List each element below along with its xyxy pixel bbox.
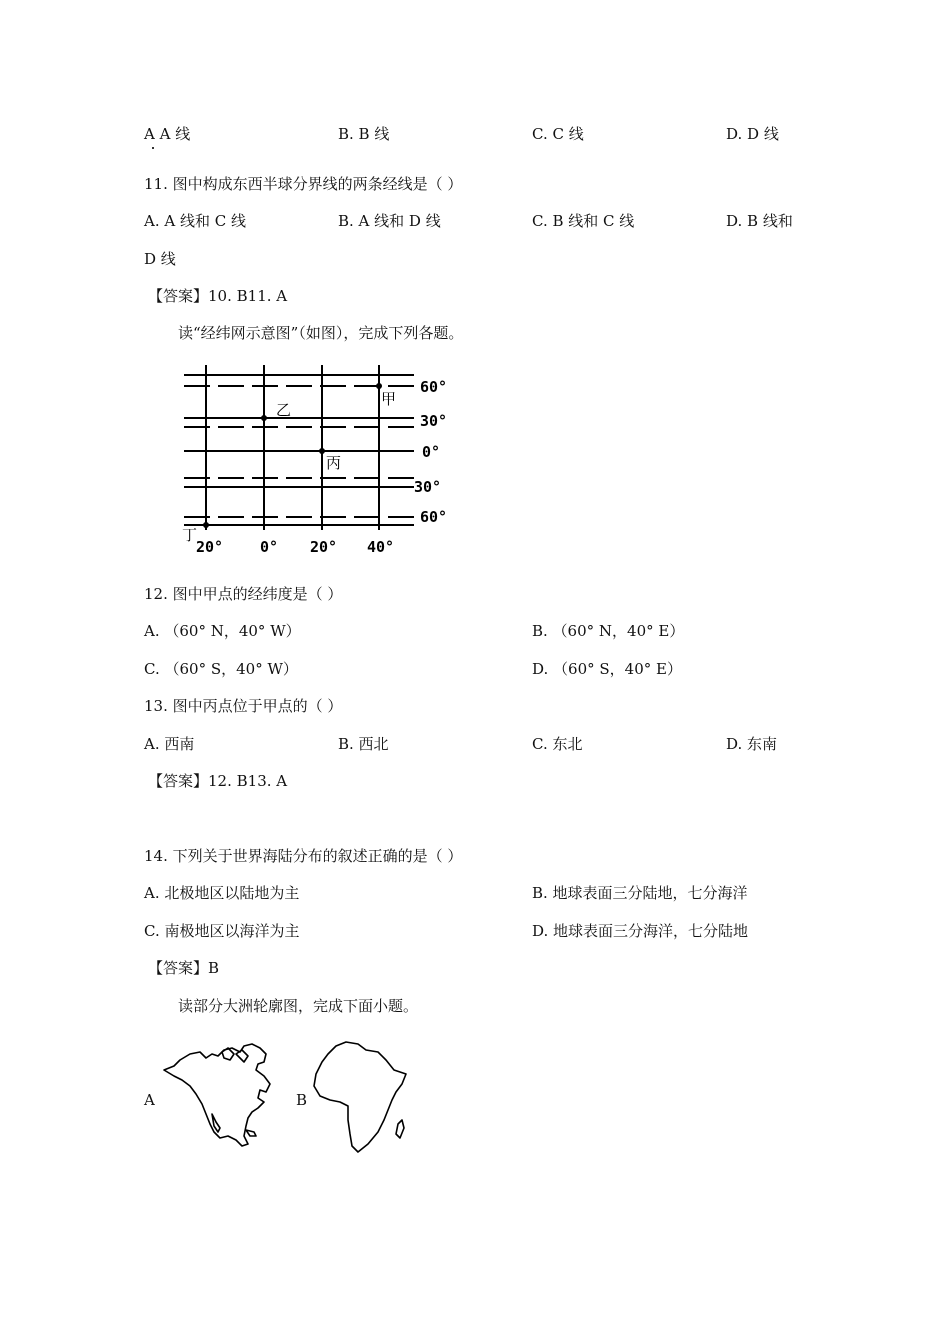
- continent-label-b: B: [296, 1091, 308, 1109]
- point-jia: [376, 383, 382, 389]
- graticule-figure: [176, 360, 466, 560]
- q14-option-b: B. 地球表面三分陆地，七分海洋: [532, 884, 748, 902]
- q10-option-c: C. C 线: [532, 125, 584, 143]
- q12-option-d: D. （60° S，40° E）: [532, 660, 682, 678]
- lon-label-0: 0°: [260, 538, 279, 556]
- q11-option-d: D. B 线和: [726, 212, 793, 230]
- q13-stem: 13. 图中丙点位于甲点的（ ）: [144, 697, 343, 715]
- continent-label-a: A: [144, 1091, 155, 1109]
- lon-label-20w: 20°: [196, 538, 224, 556]
- q13-option-d: D. 东南: [726, 735, 778, 753]
- lat-label-30s: 30°: [414, 478, 442, 496]
- q14-option-d: D. 地球表面三分海洋，七分陆地: [532, 922, 749, 940]
- q14-option-c: C. 南极地区以海洋为主: [144, 922, 300, 940]
- lat-label-60s: 60°: [420, 508, 448, 526]
- q11-stem: 11. 图中构成东西半球分界线的两条经线是（ ）: [144, 175, 463, 193]
- q13-option-a: A. 西南: [144, 735, 195, 753]
- lon-label-20e: 20°: [310, 538, 338, 556]
- label-jia: 甲: [381, 390, 397, 408]
- lon-label-40e: 40°: [367, 538, 395, 556]
- q14-stem: 14. 下列关于世界海陆分布的叙述正确的是（ ）: [144, 847, 463, 865]
- answer-14: 【答案】B: [148, 959, 220, 977]
- q13-option-b: B. 西北: [338, 735, 389, 753]
- intro-grid: 读“经纬网示意图”（如图），完成下列各题。: [178, 324, 464, 342]
- point-bing: [319, 448, 325, 454]
- point-yi: [261, 415, 267, 421]
- q10-option-a: A A 线: [144, 125, 191, 143]
- africa-outline: [312, 1040, 412, 1156]
- lat-label-0: 0°: [422, 443, 441, 461]
- north-america-outline: [160, 1040, 286, 1152]
- stray-dot: [152, 147, 154, 149]
- q13-option-c: C. 东北: [532, 735, 583, 753]
- q10-option-d: D. D 线: [726, 125, 779, 143]
- label-ding: 丁: [182, 526, 198, 544]
- q10-option-b: B. B 线: [338, 125, 390, 143]
- lat-label-60n: 60°: [420, 378, 448, 396]
- q12-option-a: A. （60° N，40° W）: [144, 622, 301, 640]
- q11-option-d-wrap: D 线: [144, 250, 176, 268]
- point-ding: [203, 522, 209, 528]
- answer-12-13: 【答案】12. B13. A: [148, 772, 288, 790]
- q12-option-b: B. （60° N，40° E）: [532, 622, 685, 640]
- q12-option-c: C. （60° S，40° W）: [144, 660, 298, 678]
- q11-option-c: C. B 线和 C 线: [532, 212, 635, 230]
- q11-option-b: B. A 线和 D 线: [338, 212, 441, 230]
- q12-stem: 12. 图中甲点的经纬度是（ ）: [144, 585, 343, 603]
- intro-continents: 读部分大洲轮廓图，完成下面小题。: [178, 997, 419, 1015]
- label-bing: 丙: [326, 454, 342, 472]
- label-yi: 乙: [276, 401, 292, 419]
- lat-label-30n: 30°: [420, 412, 448, 430]
- answer-10-11: 【答案】10. B11. A: [148, 287, 288, 305]
- q11-option-a: A. A 线和 C 线: [144, 212, 246, 230]
- q14-option-a: A. 北极地区以陆地为主: [144, 884, 300, 902]
